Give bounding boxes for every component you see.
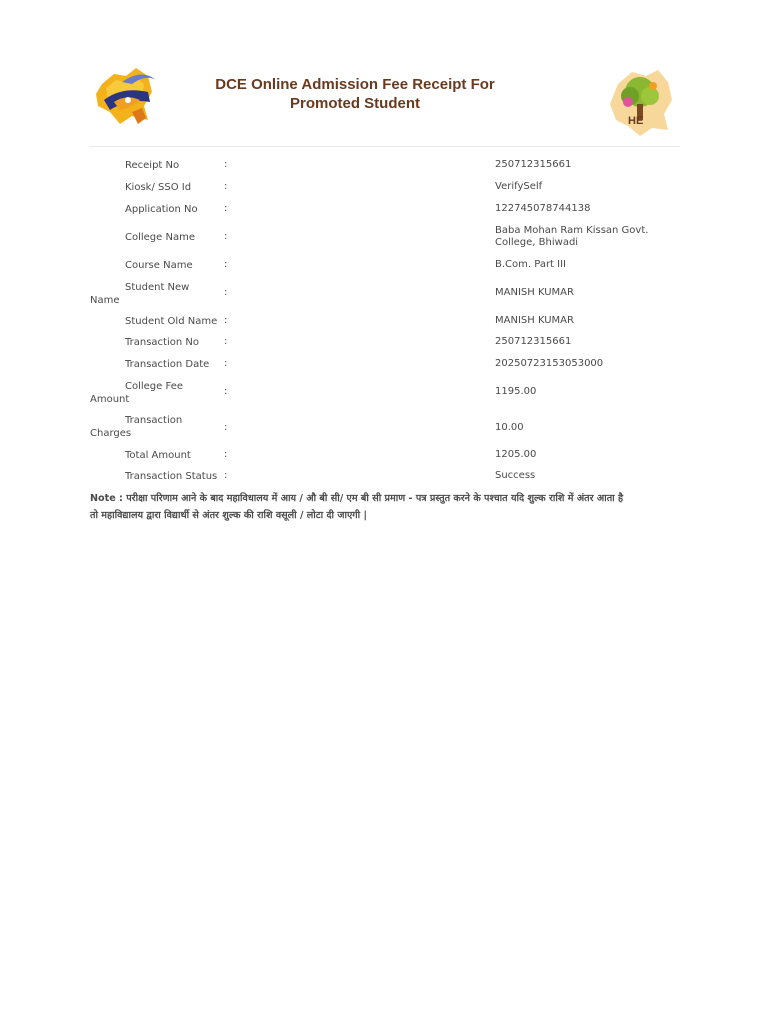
colon: : — [224, 203, 228, 214]
label-total-amount: Total Amount — [125, 450, 191, 461]
colon: : — [224, 470, 228, 481]
label-transaction-no: Transaction No — [125, 337, 199, 348]
label-college-name: College Name — [125, 232, 195, 243]
value-application-no: 122745078744138 — [495, 203, 591, 214]
label-college-fee-amount: College Fee Amount — [90, 381, 183, 405]
colon: : — [224, 449, 228, 460]
colon: : — [224, 358, 228, 369]
colon: : — [224, 159, 228, 170]
value-college-name-line2: College, Bhiwadi — [495, 237, 579, 248]
note-line1: Note : परीक्षा परिणाम आने के बाद महाविधालय में आय / औ बी सी/ एम बी सी प्रमाण - पत्र प्रस्तुत करने के पश्चात यदि शुल्क राशि में अंतर आता है — [90, 493, 624, 504]
label-transaction-status: Transaction Status — [125, 471, 218, 482]
label-course-name: Course Name — [125, 260, 193, 271]
label-student-new-name: Student New Name — [90, 282, 190, 306]
colon: : — [224, 287, 228, 298]
fee-difference-note — [90, 490, 680, 524]
header-divider — [90, 146, 680, 147]
receipt-title-line2: Promoted Student — [290, 95, 420, 112]
colon: : — [224, 336, 228, 347]
value-transaction-no: 250712315661 — [495, 336, 572, 347]
colon: : — [224, 259, 228, 270]
receipt-title-line1: DCE Online Admission Fee Receipt For — [215, 76, 495, 93]
receipt-title — [180, 75, 530, 113]
receipt-header — [90, 56, 680, 148]
label-student-old-name: Student Old Name — [125, 316, 218, 327]
label-transaction-charges: Transaction Charges — [90, 415, 183, 439]
value-student-old-name: MANISH KUMAR — [495, 315, 574, 326]
value-transaction-charges: 10.00 — [495, 422, 524, 433]
value-kiosk-sso-id: VerifySelf — [495, 181, 543, 192]
label-application-no: Application No — [125, 204, 198, 215]
rajasthan-handshake-logo-icon — [92, 62, 162, 128]
value-total-amount: 1205.00 — [495, 449, 537, 460]
value-receipt-no: 250712315661 — [495, 159, 572, 170]
note-line2: तो महाविद्यालय द्वारा विद्यार्थी से अंतर शुल्क की राशि वसूली / लोटा दी जाएगी | — [90, 510, 368, 521]
value-transaction-status: Success — [495, 470, 536, 481]
value-college-name — [495, 225, 665, 249]
value-college-name-line1: Baba Mohan Ram Kissan Govt. — [495, 225, 649, 236]
colon: : — [224, 315, 228, 326]
value-college-fee-amount: 1195.00 — [495, 386, 537, 397]
value-student-new-name: MANISH KUMAR — [495, 287, 574, 298]
value-transaction-date: 20250723153053000 — [495, 358, 604, 369]
label-kiosk-sso-id: Kiosk/ SSO Id — [125, 182, 192, 193]
label-transaction-date: Transaction Date — [125, 359, 210, 370]
higher-education-tree-logo-icon — [606, 66, 676, 138]
value-course-name: B.Com. Part III — [495, 259, 567, 270]
colon: : — [224, 231, 228, 242]
colon: : — [224, 386, 228, 397]
colon: : — [224, 181, 228, 192]
colon: : — [224, 422, 228, 433]
label-receipt-no: Receipt No — [125, 160, 180, 171]
he-logo-text: HE — [628, 115, 644, 127]
